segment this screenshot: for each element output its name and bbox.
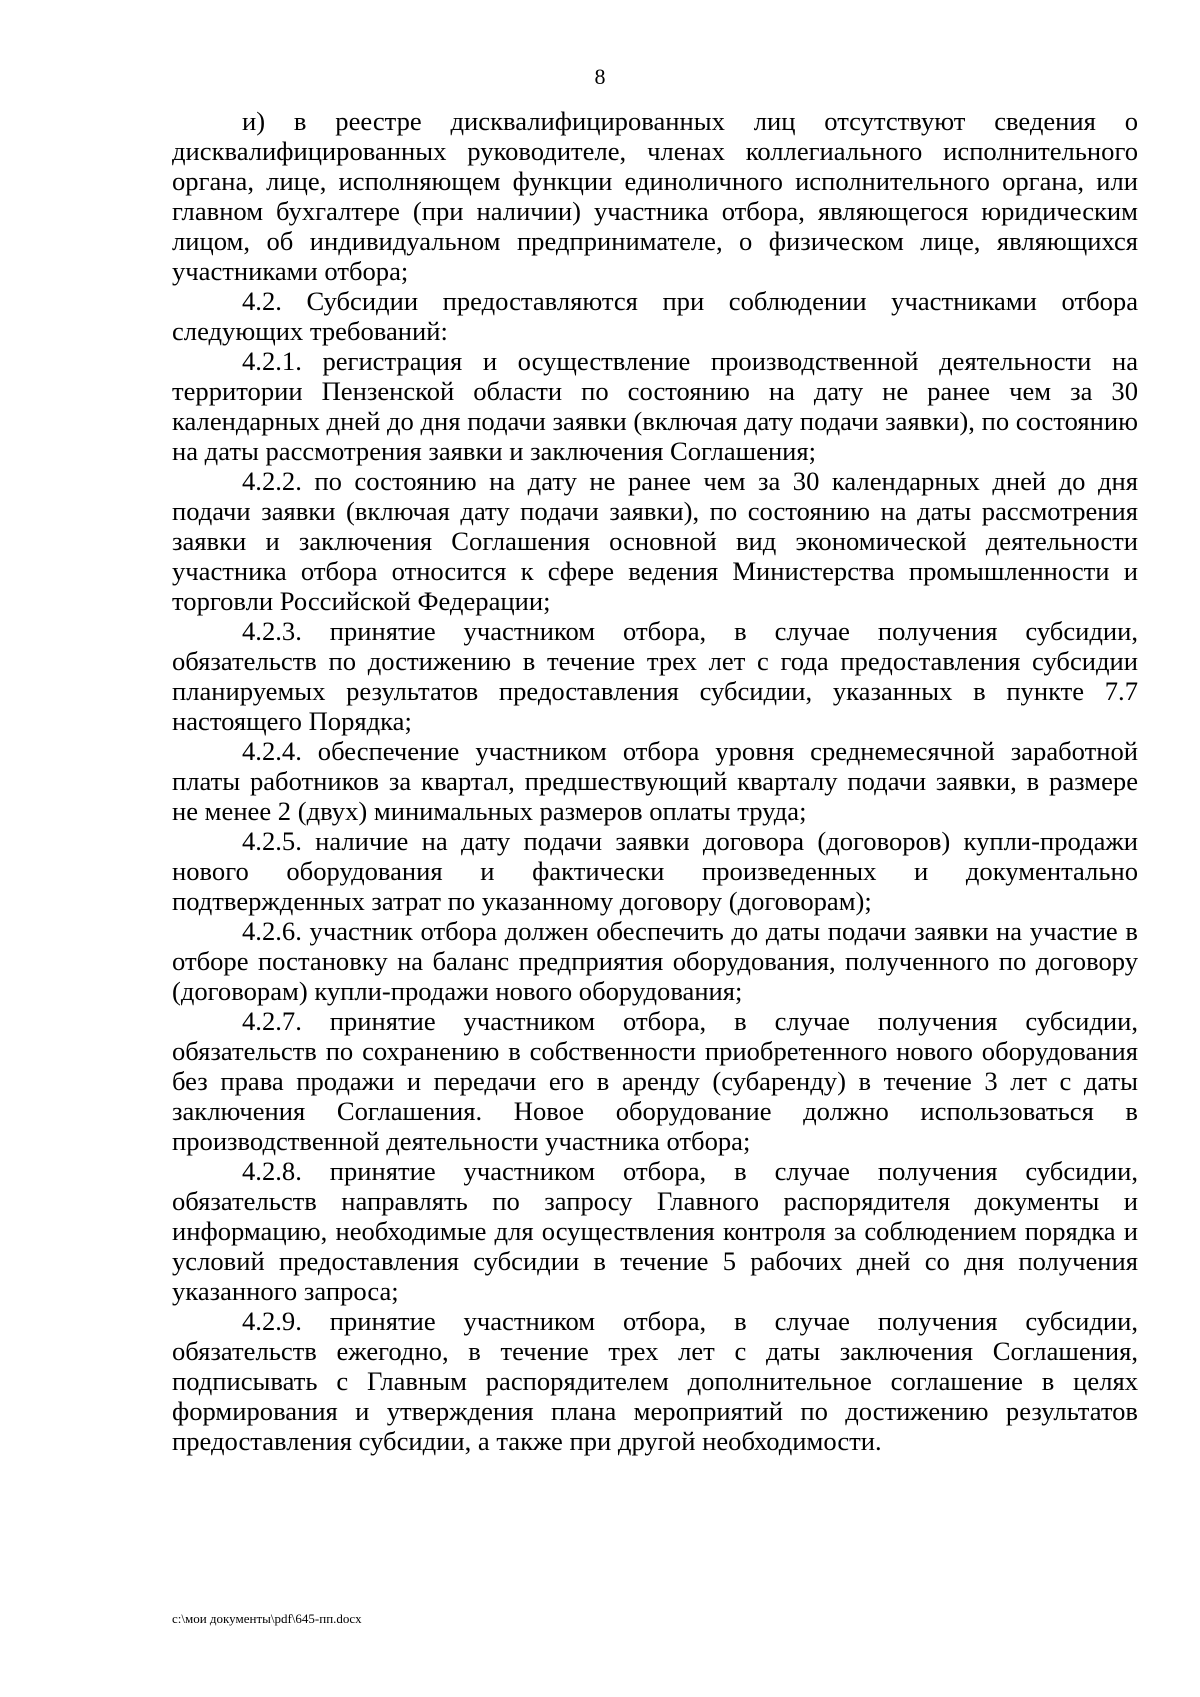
paragraph-item-i: и) в реестре дисквалифицированных лиц отсутствуют сведения о дисквалифицированных руководителе, членах коллегиального исполнительного органа, лице, исполняющем функции единоличного исполнительного органа, или главном бухгалтере (при наличии) участника отбора, являющегося юридическим лицом, об индивидуальном предпринимателе, о физическом лице, являющихся участниками отбора; xyxy=(172,106,1138,286)
paragraph-4-2-6: 4.2.6. участник отбора должен обеспечить до даты подачи заявки на участие в отборе постановку на баланс предприятия оборудования, полученного по договору (договорам) купли-продажи нового оборудования; xyxy=(172,916,1138,1006)
paragraph-4-2-3: 4.2.3. принятие участником отбора, в случае получения субсидии, обязательств по достижению в течение трех лет с года предоставления субсидии планируемых результатов предоставления субсидии, указанных в пункте 7.7 настоящего Порядка; xyxy=(172,616,1138,736)
paragraph-4-2-7: 4.2.7. принятие участником отбора, в случае получения субсидии, обязательств по сохранению в собственности приобретенного нового оборудования без права продажи и передачи его в аренду (субаренду) в течение 3 лет с даты заключения Соглашения. Новое оборудование должно использоваться в производственной деятельности участника отбора; xyxy=(172,1006,1138,1156)
paragraph-4-2: 4.2. Субсидии предоставляются при соблюдении участниками отбора следующих требований: xyxy=(172,286,1138,346)
page-number: 8 xyxy=(594,64,606,89)
paragraph-4-2-8: 4.2.8. принятие участником отбора, в случае получения субсидии, обязательств направлять по запросу Главного распорядителя документы и информацию, необходимые для осуществления контроля за соблюдением порядка и условий предоставления субсидии в течение 5 рабочих дней со дня получения указанного запроса; xyxy=(172,1156,1138,1306)
paragraph-4-2-5: 4.2.5. наличие на дату подачи заявки договора (договоров) купли-продажи нового оборудования и фактически произведенных и документально подтвержденных затрат по указанному договору (договорам); xyxy=(172,826,1138,916)
paragraph-4-2-2: 4.2.2. по состоянию на дату не ранее чем за 30 календарных дней до дня подачи заявки (включая дату подачи заявки), по состоянию на даты рассмотрения заявки и заключения Соглашения основной вид экономической деятельности участника отбора относится к сфере ведения Министерства промышленности и торговли Российской Федерации; xyxy=(172,466,1138,616)
paragraph-4-2-1: 4.2.1. регистрация и осуществление производственной деятельности на территории Пензенской области по состоянию на дату не ранее чем за 30 календарных дней до дня подачи заявки (включая дату подачи заявки), по состоянию на даты рассмотрения заявки и заключения Соглашения; xyxy=(172,346,1138,466)
paragraph-4-2-9: 4.2.9. принятие участником отбора, в случае получения субсидии, обязательств ежегодно, в течение трех лет с даты заключения Соглашения, подписывать с Главным распорядителем дополнительное соглашение в целях формирования и утверждения плана мероприятий по достижению результатов предоставления субсидии, а также при другой необходимости. xyxy=(172,1306,1138,1456)
footer-file-path: c:\мои документы\pdf\645-пп.docx xyxy=(172,1611,362,1626)
paragraph-4-2-4: 4.2.4. обеспечение участником отбора уровня среднемесячной заработной платы работников за квартал, предшествующий кварталу подачи заявки, в размере не менее 2 (двух) минимальных размеров оплаты труда; xyxy=(172,736,1138,826)
document-body xyxy=(172,106,1138,1456)
